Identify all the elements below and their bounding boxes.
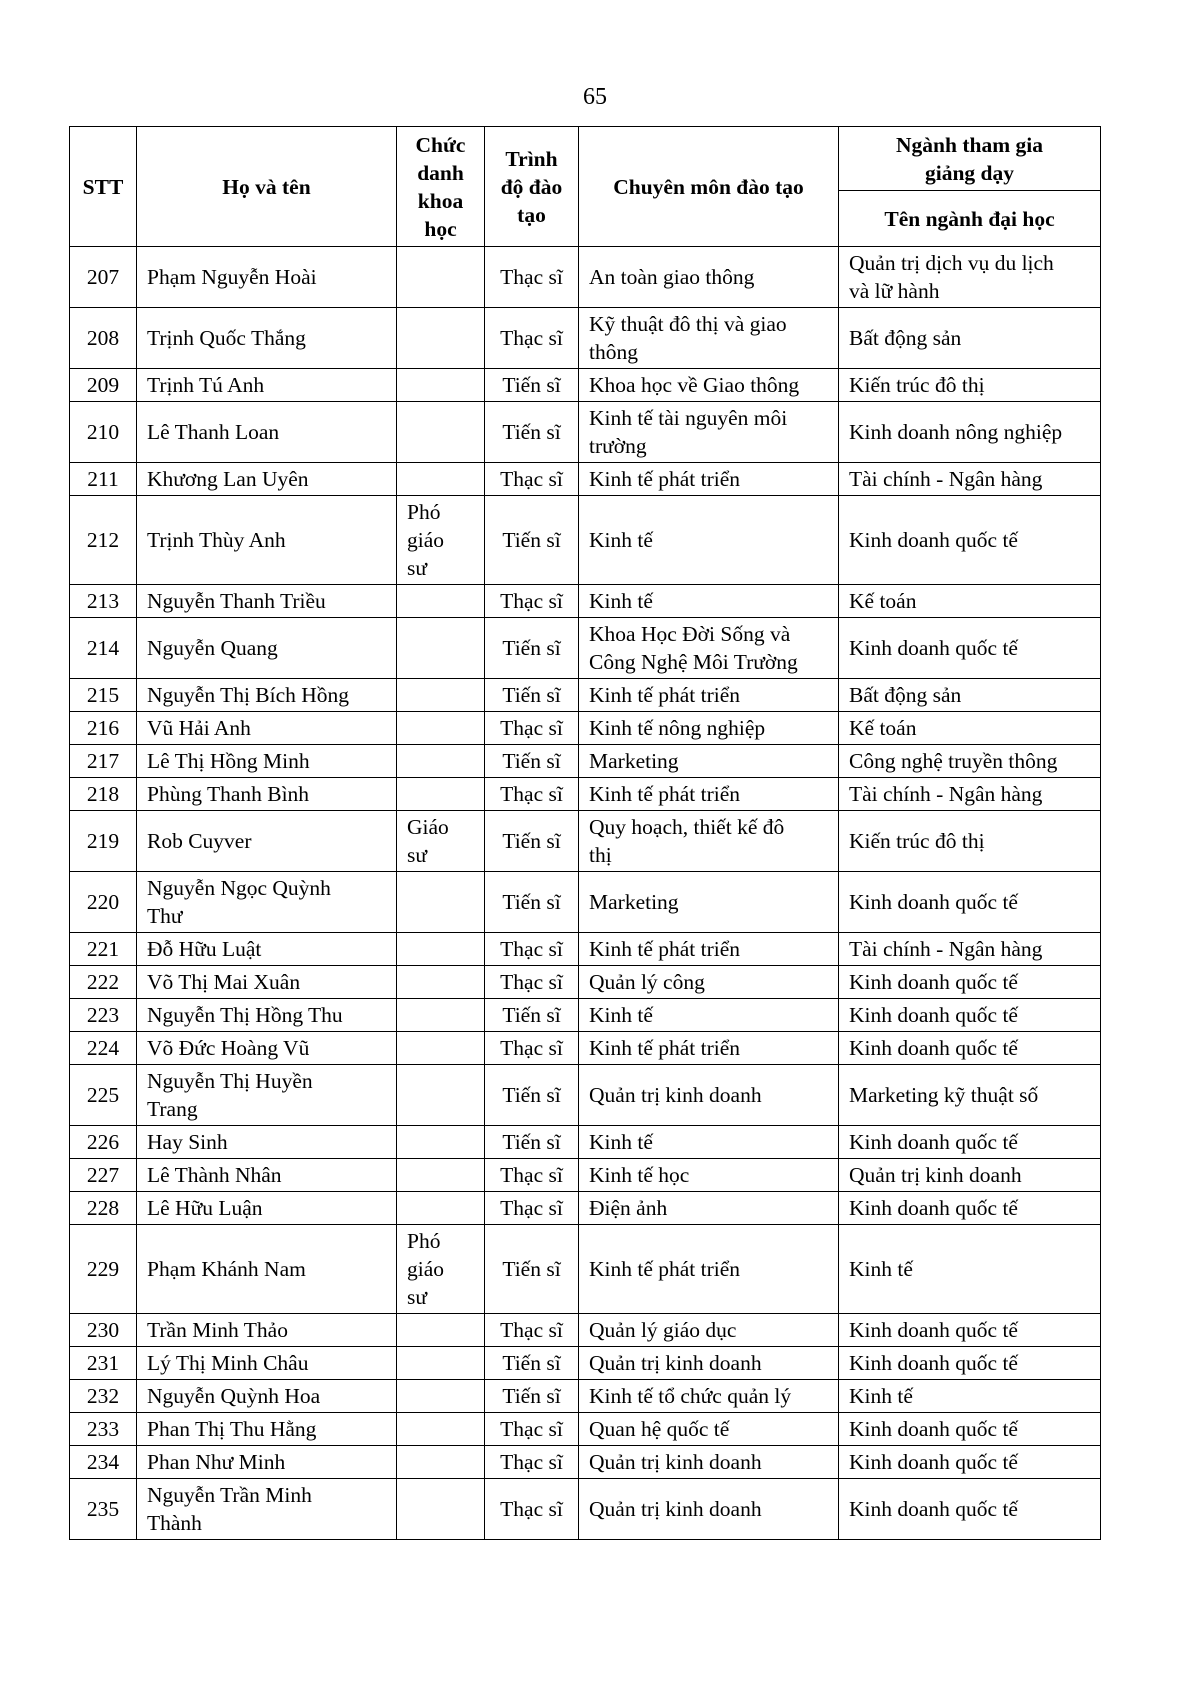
- table-row: [70, 1032, 1101, 1065]
- cell-name: Đỗ Hữu Luật: [137, 933, 397, 966]
- cell-major: Kiến trúc đô thị: [839, 369, 1101, 402]
- cell-major: Tài chính - Ngân hàng: [839, 778, 1101, 811]
- cell-name: Lê Thanh Loan: [137, 402, 397, 463]
- cell-stt: 227: [70, 1159, 137, 1192]
- cell-degree: Tiến sĩ: [485, 1065, 579, 1126]
- table-row: [70, 1347, 1101, 1380]
- cell-academic-title: [397, 369, 485, 402]
- cell-name: Nguyễn Thị Huyền Trang: [137, 1065, 397, 1126]
- cell-academic-title: [397, 1192, 485, 1225]
- cell-degree: Thạc sĩ: [485, 1479, 579, 1540]
- cell-degree: Tiến sĩ: [485, 1380, 579, 1413]
- table-row: [70, 811, 1101, 872]
- cell-name: Nguyễn Quỳnh Hoa: [137, 1380, 397, 1413]
- table-row: [70, 402, 1101, 463]
- table-row: [70, 308, 1101, 369]
- cell-stt: 225: [70, 1065, 137, 1126]
- cell-stt: 209: [70, 369, 137, 402]
- cell-major: Kinh tế: [839, 1225, 1101, 1314]
- cell-academic-title: [397, 999, 485, 1032]
- table-row: [70, 1065, 1101, 1126]
- cell-academic-title: [397, 712, 485, 745]
- cell-degree: Thạc sĩ: [485, 1192, 579, 1225]
- cell-degree: Tiến sĩ: [485, 496, 579, 585]
- cell-stt: 208: [70, 308, 137, 369]
- cell-specialty: Kinh tế phát triển: [579, 463, 839, 496]
- cell-name: Nguyễn Thị Hồng Thu: [137, 999, 397, 1032]
- cell-academic-title: [397, 745, 485, 778]
- cell-major: Kinh doanh quốc tế: [839, 999, 1101, 1032]
- col-header-teaching-group: Ngành tham gia giảng dạy: [839, 127, 1101, 191]
- cell-academic-title: [397, 1413, 485, 1446]
- cell-specialty: Quản trị kinh doanh: [579, 1065, 839, 1126]
- col-header-name: Họ và tên: [137, 127, 397, 247]
- cell-degree: Tiến sĩ: [485, 745, 579, 778]
- table-row: [70, 463, 1101, 496]
- cell-stt: 234: [70, 1446, 137, 1479]
- cell-specialty: Kinh tế phát triển: [579, 679, 839, 712]
- cell-specialty: Quản trị kinh doanh: [579, 1446, 839, 1479]
- cell-academic-title: [397, 679, 485, 712]
- page-number: 65: [583, 84, 607, 110]
- cell-major: Công nghệ truyền thông: [839, 745, 1101, 778]
- table-header: [70, 127, 1101, 247]
- cell-stt: 215: [70, 679, 137, 712]
- cell-academic-title: [397, 1347, 485, 1380]
- cell-specialty: Kinh tế phát triển: [579, 1032, 839, 1065]
- cell-specialty: Marketing: [579, 745, 839, 778]
- cell-academic-title: [397, 1446, 485, 1479]
- cell-major: Marketing kỹ thuật số: [839, 1065, 1101, 1126]
- cell-major: Kinh doanh quốc tế: [839, 1192, 1101, 1225]
- cell-specialty: Điện ảnh: [579, 1192, 839, 1225]
- cell-major: Tài chính - Ngân hàng: [839, 933, 1101, 966]
- cell-degree: Tiến sĩ: [485, 369, 579, 402]
- cell-major: Kinh doanh quốc tế: [839, 872, 1101, 933]
- cell-degree: Thạc sĩ: [485, 712, 579, 745]
- cell-stt: 216: [70, 712, 137, 745]
- table-row: [70, 247, 1101, 308]
- cell-stt: 226: [70, 1126, 137, 1159]
- cell-academic-title: [397, 966, 485, 999]
- cell-academic-title: [397, 1314, 485, 1347]
- cell-name: Lê Thị Hồng Minh: [137, 745, 397, 778]
- cell-stt: 211: [70, 463, 137, 496]
- cell-specialty: Kinh tế phát triển: [579, 1225, 839, 1314]
- cell-major: Kinh doanh quốc tế: [839, 618, 1101, 679]
- cell-degree: Thạc sĩ: [485, 1446, 579, 1479]
- col-header-degree: Trình độ đào tạo: [485, 127, 579, 247]
- cell-name: Hay Sinh: [137, 1126, 397, 1159]
- cell-name: Nguyễn Thanh Triều: [137, 585, 397, 618]
- cell-major: Kinh doanh quốc tế: [839, 966, 1101, 999]
- cell-academic-title: [397, 1479, 485, 1540]
- table-row: [70, 966, 1101, 999]
- table-row: [70, 1479, 1101, 1540]
- cell-name: Võ Thị Mai Xuân: [137, 966, 397, 999]
- cell-academic-title: [397, 778, 485, 811]
- cell-major: Kế toán: [839, 585, 1101, 618]
- col-header-major: Tên ngành đại học: [839, 191, 1101, 247]
- cell-academic-title: [397, 618, 485, 679]
- cell-specialty: Quản trị kinh doanh: [579, 1479, 839, 1540]
- staff-table: [69, 126, 1101, 1540]
- cell-name: Phan Thị Thu Hằng: [137, 1413, 397, 1446]
- cell-specialty: Kinh tế nông nghiệp: [579, 712, 839, 745]
- cell-academic-title: [397, 247, 485, 308]
- cell-stt: 230: [70, 1314, 137, 1347]
- cell-stt: 213: [70, 585, 137, 618]
- cell-specialty: Kinh tế tài nguyên môi trường: [579, 402, 839, 463]
- cell-major: Kinh doanh quốc tế: [839, 1126, 1101, 1159]
- cell-academic-title: [397, 463, 485, 496]
- cell-name: Trần Minh Thảo: [137, 1314, 397, 1347]
- cell-degree: Tiến sĩ: [485, 1347, 579, 1380]
- cell-name: Trịnh Quốc Thắng: [137, 308, 397, 369]
- cell-name: Lê Thành Nhân: [137, 1159, 397, 1192]
- cell-degree: Thạc sĩ: [485, 778, 579, 811]
- cell-major: Kinh doanh nông nghiệp: [839, 402, 1101, 463]
- cell-degree: Tiến sĩ: [485, 618, 579, 679]
- cell-academic-title: [397, 1126, 485, 1159]
- table-row: [70, 496, 1101, 585]
- cell-stt: 235: [70, 1479, 137, 1540]
- table-row: [70, 872, 1101, 933]
- cell-stt: 218: [70, 778, 137, 811]
- cell-degree: Tiến sĩ: [485, 872, 579, 933]
- cell-name: Võ Đức Hoàng Vũ: [137, 1032, 397, 1065]
- cell-specialty: Kinh tế phát triển: [579, 778, 839, 811]
- cell-stt: 219: [70, 811, 137, 872]
- cell-major: Kiến trúc đô thị: [839, 811, 1101, 872]
- cell-academic-title: Giáo sư: [397, 811, 485, 872]
- cell-degree: Thạc sĩ: [485, 966, 579, 999]
- col-header-stt: STT: [70, 127, 137, 247]
- cell-name: Nguyễn Quang: [137, 618, 397, 679]
- cell-academic-title: [397, 872, 485, 933]
- cell-degree: Thạc sĩ: [485, 1032, 579, 1065]
- table-body: [70, 247, 1101, 1540]
- cell-specialty: Kinh tế học: [579, 1159, 839, 1192]
- cell-academic-title: Phó giáo sư: [397, 1225, 485, 1314]
- cell-stt: 231: [70, 1347, 137, 1380]
- cell-major: Kinh doanh quốc tế: [839, 1314, 1101, 1347]
- table-row: [70, 778, 1101, 811]
- cell-major: Quản trị kinh doanh: [839, 1159, 1101, 1192]
- cell-academic-title: [397, 1159, 485, 1192]
- table-row: [70, 1225, 1101, 1314]
- cell-specialty: Quy hoạch, thiết kế đô thị: [579, 811, 839, 872]
- cell-major: Quản trị dịch vụ du lịch và lữ hành: [839, 247, 1101, 308]
- cell-name: Vũ Hải Anh: [137, 712, 397, 745]
- cell-degree: Tiến sĩ: [485, 679, 579, 712]
- cell-academic-title: [397, 1380, 485, 1413]
- cell-specialty: Kinh tế: [579, 585, 839, 618]
- col-header-title: Chức danh khoa học: [397, 127, 485, 247]
- cell-name: Phùng Thanh Bình: [137, 778, 397, 811]
- cell-academic-title: [397, 1065, 485, 1126]
- cell-stt: 222: [70, 966, 137, 999]
- cell-specialty: Marketing: [579, 872, 839, 933]
- table-row: [70, 999, 1101, 1032]
- table-row: [70, 1380, 1101, 1413]
- table-row: [70, 1126, 1101, 1159]
- cell-degree: Thạc sĩ: [485, 1413, 579, 1446]
- cell-specialty: Quản lý công: [579, 966, 839, 999]
- cell-major: Bất động sản: [839, 679, 1101, 712]
- cell-name: Phạm Khánh Nam: [137, 1225, 397, 1314]
- cell-name: Phạm Nguyễn Hoài: [137, 247, 397, 308]
- cell-major: Kinh doanh quốc tế: [839, 1032, 1101, 1065]
- table-row: [70, 618, 1101, 679]
- cell-major: Kế toán: [839, 712, 1101, 745]
- cell-specialty: Kỹ thuật đô thị và giao thông: [579, 308, 839, 369]
- cell-stt: 220: [70, 872, 137, 933]
- cell-degree: Tiến sĩ: [485, 1225, 579, 1314]
- cell-name: Nguyễn Ngọc Quỳnh Thư: [137, 872, 397, 933]
- cell-specialty: Khoa Học Đời Sống và Công Nghệ Môi Trường: [579, 618, 839, 679]
- cell-degree: Thạc sĩ: [485, 1314, 579, 1347]
- table-row: [70, 369, 1101, 402]
- cell-stt: 221: [70, 933, 137, 966]
- cell-major: Kinh doanh quốc tế: [839, 496, 1101, 585]
- cell-degree: Thạc sĩ: [485, 1159, 579, 1192]
- cell-name: Khương Lan Uyên: [137, 463, 397, 496]
- cell-specialty: Kinh tế tổ chức quản lý: [579, 1380, 839, 1413]
- cell-name: Trịnh Thùy Anh: [137, 496, 397, 585]
- cell-degree: Tiến sĩ: [485, 999, 579, 1032]
- cell-academic-title: [397, 402, 485, 463]
- cell-stt: 217: [70, 745, 137, 778]
- cell-academic-title: Phó giáo sư: [397, 496, 485, 585]
- cell-specialty: Kinh tế: [579, 1126, 839, 1159]
- cell-name: Nguyễn Trần Minh Thành: [137, 1479, 397, 1540]
- cell-specialty: Quan hệ quốc tế: [579, 1413, 839, 1446]
- cell-stt: 212: [70, 496, 137, 585]
- cell-stt: 210: [70, 402, 137, 463]
- cell-stt: 232: [70, 1380, 137, 1413]
- cell-stt: 207: [70, 247, 137, 308]
- cell-degree: Thạc sĩ: [485, 308, 579, 369]
- cell-specialty: Kinh tế phát triển: [579, 933, 839, 966]
- cell-name: Lý Thị Minh Châu: [137, 1347, 397, 1380]
- cell-academic-title: [397, 1032, 485, 1065]
- cell-specialty: Quản trị kinh doanh: [579, 1347, 839, 1380]
- cell-name: Rob Cuyver: [137, 811, 397, 872]
- cell-specialty: Quản lý giáo dục: [579, 1314, 839, 1347]
- cell-name: Trịnh Tú Anh: [137, 369, 397, 402]
- cell-specialty: Kinh tế: [579, 999, 839, 1032]
- cell-stt: 229: [70, 1225, 137, 1314]
- cell-degree: Thạc sĩ: [485, 463, 579, 496]
- table-row: [70, 1446, 1101, 1479]
- cell-stt: 214: [70, 618, 137, 679]
- cell-degree: Tiến sĩ: [485, 1126, 579, 1159]
- cell-degree: Thạc sĩ: [485, 247, 579, 308]
- cell-major: Kinh tế: [839, 1380, 1101, 1413]
- cell-specialty: An toàn giao thông: [579, 247, 839, 308]
- cell-academic-title: [397, 933, 485, 966]
- cell-academic-title: [397, 308, 485, 369]
- cell-major: Kinh doanh quốc tế: [839, 1479, 1101, 1540]
- table-row: [70, 745, 1101, 778]
- cell-stt: 224: [70, 1032, 137, 1065]
- cell-major: Kinh doanh quốc tế: [839, 1413, 1101, 1446]
- table-row: [70, 585, 1101, 618]
- col-header-specialty: Chuyên môn đào tạo: [579, 127, 839, 247]
- cell-specialty: Khoa học về Giao thông: [579, 369, 839, 402]
- cell-specialty: Kinh tế: [579, 496, 839, 585]
- table-row: [70, 933, 1101, 966]
- cell-major: Tài chính - Ngân hàng: [839, 463, 1101, 496]
- table-row: [70, 1192, 1101, 1225]
- cell-stt: 223: [70, 999, 137, 1032]
- cell-name: Nguyễn Thị Bích Hồng: [137, 679, 397, 712]
- table-row: [70, 679, 1101, 712]
- cell-major: Kinh doanh quốc tế: [839, 1446, 1101, 1479]
- cell-name: Phan Như Minh: [137, 1446, 397, 1479]
- cell-degree: Thạc sĩ: [485, 585, 579, 618]
- cell-major: Bất động sản: [839, 308, 1101, 369]
- table-row: [70, 1413, 1101, 1446]
- cell-degree: Thạc sĩ: [485, 933, 579, 966]
- cell-degree: Tiến sĩ: [485, 402, 579, 463]
- cell-stt: 233: [70, 1413, 137, 1446]
- table-row: [70, 1314, 1101, 1347]
- cell-academic-title: [397, 585, 485, 618]
- table-row: [70, 712, 1101, 745]
- cell-degree: Tiến sĩ: [485, 811, 579, 872]
- table-row: [70, 1159, 1101, 1192]
- cell-name: Lê Hữu Luận: [137, 1192, 397, 1225]
- cell-stt: 228: [70, 1192, 137, 1225]
- cell-major: Kinh doanh quốc tế: [839, 1347, 1101, 1380]
